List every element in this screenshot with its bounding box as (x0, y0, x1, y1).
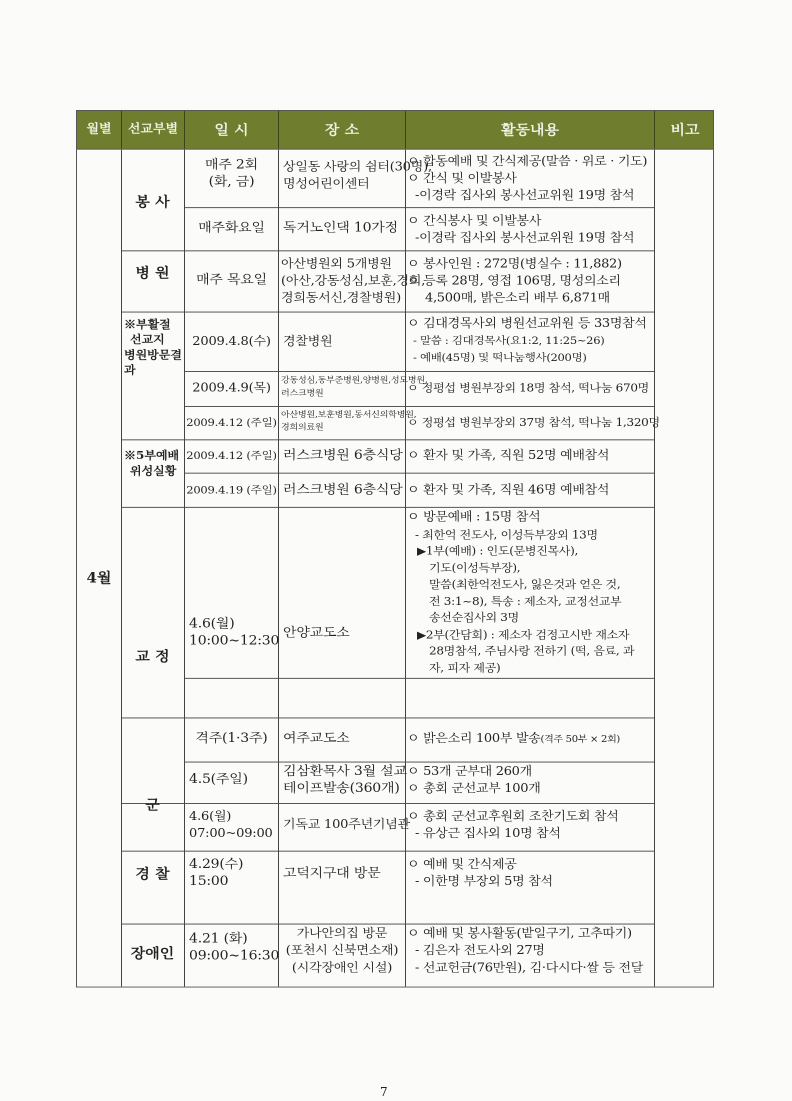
buhwal-r3-date: 2009.4.12 (주일) (186, 416, 277, 429)
jangaein-date: 4.21 (화) 09:00~16:30 (189, 931, 280, 964)
gyeongchal-activity: ㅇ 예배 및 간식제공 - 이한명 부장외 5명 참석 (407, 857, 553, 889)
activity-table (76, 150, 714, 988)
header-place: 장 소 (279, 111, 406, 149)
worship5-r2-date: 2009.4.19 (주일) (186, 483, 277, 497)
buhwal-r1-activity: ㅇ 김대경목사외 병원선교위원 등 33명참석 - 말씀 : 김대경목사(요1:2, 11:25~26) - 예배(45명) 및 떡나눔행사(200명) (407, 317, 647, 364)
header-date: 일 시 (185, 111, 279, 149)
page-number: 7 (380, 1085, 388, 1099)
buhwal-r2-date: 2009.4.9(목) (192, 381, 271, 396)
bongsa-r1-place: 상일동 사랑의 쉼터(30명), 명성어린이센터 (283, 160, 432, 191)
gun-r2-date: 4.6(월) 07:00~09:00 (189, 810, 273, 841)
gun-r1-place: 김삼환목사 3월 설교 테이프발송(360개) (283, 764, 407, 796)
buhwal-r3-activity: ㅇ 정평섭 병원부장외 37명 참석, 떡나눔 1,320명 (407, 416, 660, 429)
gun-r2-activity: ㅇ 총회 군선교후원회 조찬기도회 참석 - 유상근 집사외 10명 참석 (407, 810, 619, 841)
category-gyeongchal: 경 찰 (135, 866, 170, 883)
worship5-r2-place: 러스크병원 6층식당 (283, 482, 403, 497)
gun-r2-place: 기독교 100주년기념관 (283, 818, 411, 832)
category-bongsa: 봉 사 (135, 193, 170, 210)
gyojeong-r2-place: 여주교도소 (283, 731, 350, 746)
bongsa-r2-place: 독거노인댁 10가정 (283, 220, 398, 236)
buhwal-r2-activity: ㅇ 정평섭 병원부장외 18명 참석, 떡나눔 670명 (407, 381, 649, 395)
gyeongchal-date: 4.29(수) 15:00 (189, 857, 244, 889)
gyojeong-r1-activity: ㅇ 방문예배 : 15명 참석 - 최한억 전도사, 이성득부장외 13명 ▶1부(예배) : 인도(문병진목사), 기도(이성득부장), 말씀(최한억전도사, 잃은것과 얻은 것, 전 3:1~8), 특송 : 제소자, 교정선교부 송선순집사외 3명 ▶2부(간담회) : 제소자 검정고시반 재소자 28명참석, 주님사랑 전하기 (떡, 음료, 과 자, 피자 제공) (407, 510, 635, 674)
gyojeong-r1-date: 4.6(월) 10:00~12:30 (189, 616, 280, 649)
gyojeong-r2-date: 격주(1·3주) (195, 731, 268, 746)
gyojeong-r2-activity: ㅇ 밝은소리 100부 발송(격주 50부 × 2회) (407, 731, 621, 746)
byeongwon-date: 매주 목요일 (196, 272, 267, 288)
bongsa-r2-date: 매주화요일 (198, 220, 265, 236)
gun-r1-activity: ㅇ 53개 군부대 260개 ㅇ 총회 군선교부 100개 (407, 765, 541, 796)
buhwal-r1-place: 경찰병원 (283, 335, 333, 349)
buhwal-r2-place: 강동성심,동부준병원,양병원,성모병원, 러스크병원 (281, 376, 428, 398)
gyojeong-r1-place: 안양교도소 (283, 625, 350, 641)
bongsa-r1-activity: ㅇ 합동예배 및 간식제공(말씀 · 위로 · 기도) ㅇ 간식 및 이발봉사 -이경락 집사외 봉사선교위원 19명 참석 (407, 155, 648, 203)
jangaein-activity: ㅇ 예배 및 봉사활동(밭일구기, 고추따기) - 김은자 전도사외 27명 - 선교헌금(76만원), 김·다시다·쌀 등 전달 (407, 927, 644, 975)
header-month: 월별 (77, 111, 122, 149)
category-buhwal: ※부활절 선교지 병원방문결 과 (124, 317, 182, 377)
buhwal-r1-date: 2009.4.8(수) (192, 335, 271, 349)
gun-r1-date: 4.5(주일) (189, 772, 248, 787)
header-note: 비고 (670, 121, 700, 138)
category-byeongwon: 병 원 (135, 264, 170, 281)
table-header (76, 110, 714, 150)
document-page (76, 110, 714, 988)
month-label: 4월 (86, 569, 112, 587)
worship5-r2-activity: ㅇ 환자 및 가족, 직원 46명 예배참석 (407, 483, 610, 497)
gyeongchal-place: 고덕지구대 방문 (283, 866, 381, 881)
header-activity: 활동내용 (406, 111, 655, 149)
header-dept: 선교부별 (122, 111, 185, 149)
byeongwon-place: 아산병원외 5개병원 (아산,강동성심,보훈,경희, 경희동서신,경찰병원) (281, 257, 426, 306)
category-jangaein: 장애인 (130, 945, 175, 962)
bongsa-r2-activity: ㅇ 간식봉사 및 이발봉사 -이경락 집사외 봉사선교위원 19명 참석 (407, 214, 635, 245)
worship5-r1-place: 러스크병원 6층식당 (283, 448, 403, 463)
worship5-r1-date: 2009.4.12 (주일) (186, 449, 277, 462)
bongsa-r1-date: 매주 2회 (화, 금) (205, 157, 258, 190)
buhwal-r3-place: 아산병원,보훈병원,동서신의학병원, 경희의료원 (281, 410, 417, 433)
category-worship5: ※5부예배 위성실황 (124, 449, 180, 478)
category-gun: 군 (145, 796, 160, 813)
byeongwon-activity: ㅇ 봉사인원 : 272명(병실수 : 11,882) ㅇ 등록 28명, 영접 106명, 명성의소리 4,500매, 밝은소리 배부 6,871매 (407, 257, 622, 306)
jangaein-place: 가나안의집 방문 (포천시 신북면소재) (시각장애인 시설) (285, 927, 399, 975)
worship5-r1-activity: ㅇ 환자 및 가족, 직원 52명 예배참석 (407, 449, 610, 463)
category-gyojeong: 교 정 (135, 648, 170, 665)
